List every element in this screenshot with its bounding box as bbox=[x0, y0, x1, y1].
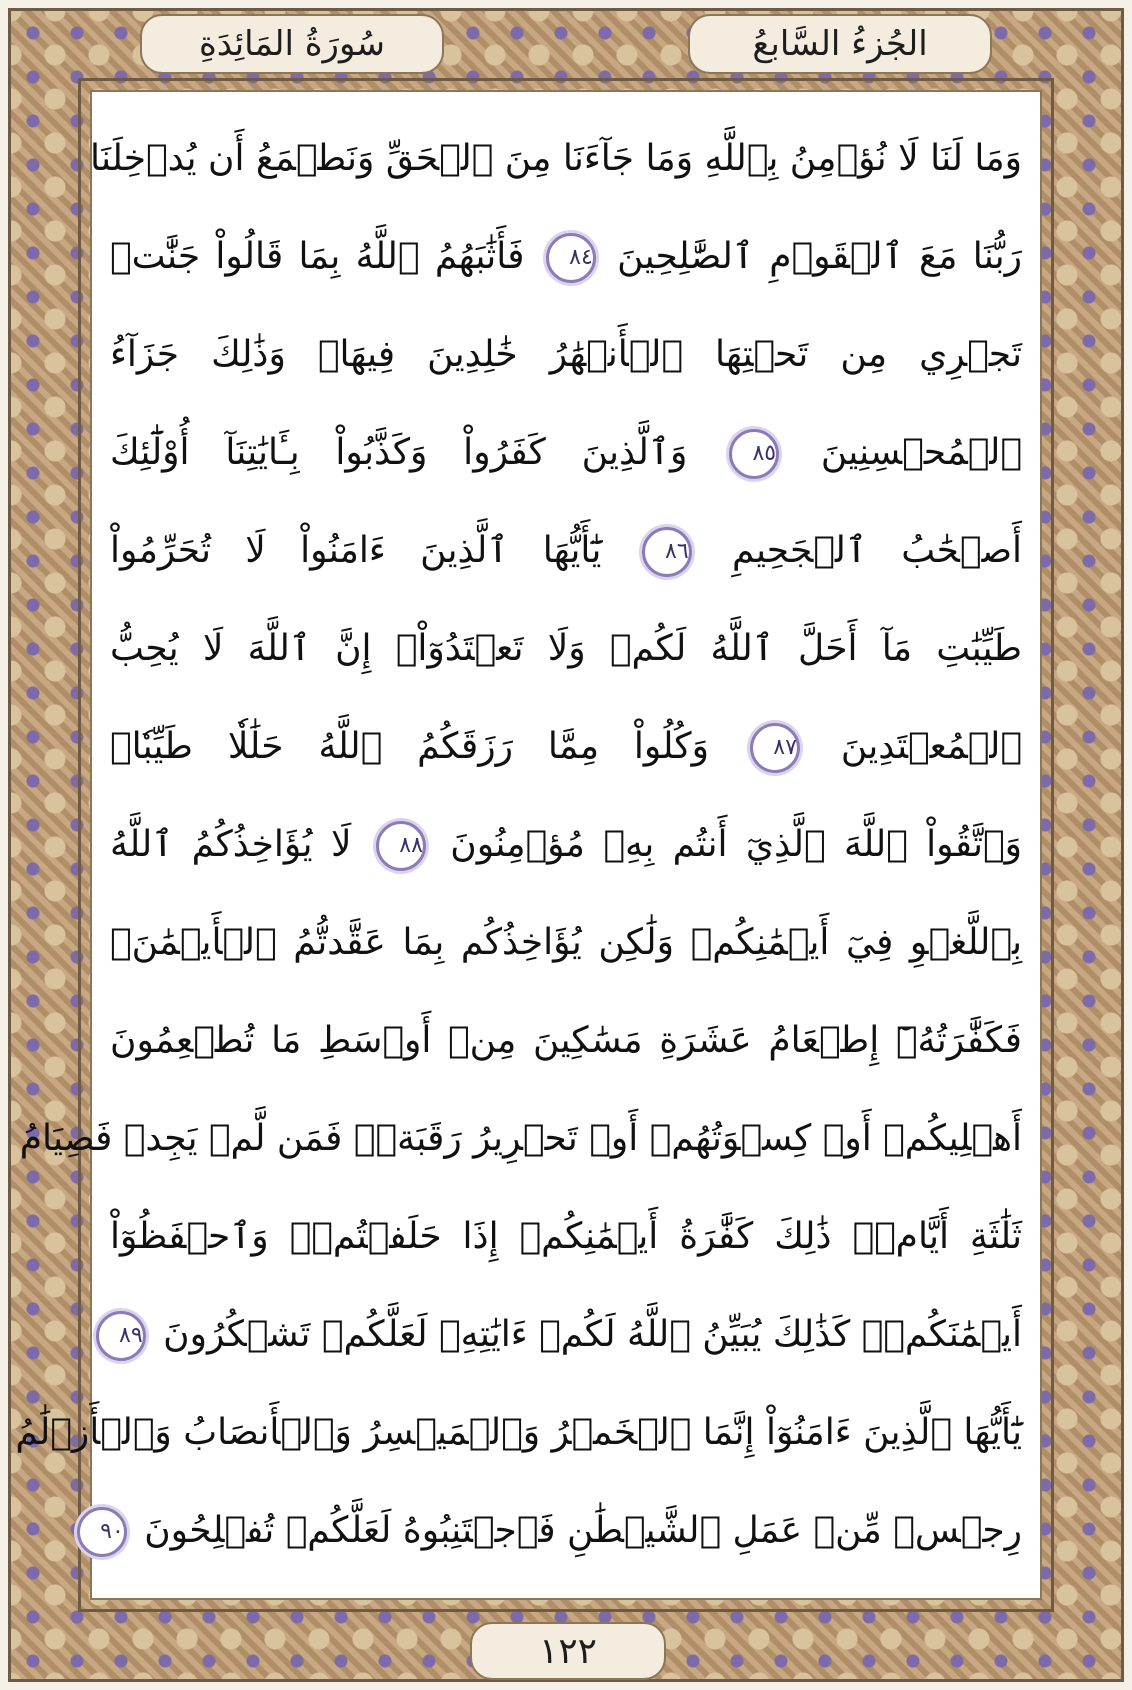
verse-line bbox=[110, 600, 1022, 698]
verse-line bbox=[110, 502, 1022, 600]
juz-header: الجُزءُ السَّابعُ bbox=[688, 14, 992, 74]
line-text: بِٱللَّغۡوِ فِيٓ أَيۡمَٰنِكُمۡ وَلَٰكِن يُؤَاخِذُكُم بِمَا عَقَّدتُّمُ ٱلۡأَيۡمَٰنَۖ bbox=[110, 922, 1022, 963]
verse-line bbox=[110, 1286, 1022, 1384]
line-text-after: وَٱلَّذِينَ كَفَرُواْ وَكَذَّبُواْ بِـَٔايَٰتِنَآ أُوْلَٰٓئِكَ bbox=[110, 432, 688, 473]
ayah-number-marker: ٨٧ bbox=[750, 723, 800, 773]
page-number: ١٢٢ bbox=[470, 1622, 666, 1680]
verse-line bbox=[110, 698, 1022, 796]
line-text-after: يَٰٓأَيُّهَا ٱلَّذِينَ ءَامَنُواْ لَا تُحَرِّمُواْ bbox=[110, 530, 602, 571]
line-text: فَكَفَّٰرَتُهُۥٓ إِطۡعَامُ عَشَرَةِ مَسَٰكِينَ مِنۡ أَوۡسَطِ مَا تُطۡعِمُونَ bbox=[110, 1020, 1022, 1061]
line-text: أَصۡحَٰبُ ٱلۡجَحِيمِ bbox=[731, 530, 1023, 571]
line-text: ٱلۡمُحۡسِنِينَ bbox=[820, 432, 1022, 473]
surah-header: سُورَةُ المَائِدَةِ bbox=[140, 14, 444, 74]
line-text: وَمَا لَنَا لَا نُؤۡمِنُ بِٱللَّهِ وَمَا جَآءَنَا مِنَ ٱلۡحَقِّ وَنَطۡمَعُ أَن يُدۡخِلَنَا bbox=[90, 138, 1022, 179]
verse-line bbox=[100, 1482, 1022, 1580]
line-text: أَهۡلِيكُمۡ أَوۡ كِسۡوَتُهُمۡ أَوۡ تَحۡرِيرُ رَقَبَةٖۖ فَمَن لَّمۡ يَجِدۡ فَصِيَامُ bbox=[19, 1118, 1022, 1159]
ayah-number-marker: ٨٩ bbox=[96, 1311, 146, 1361]
verse-line bbox=[19, 1090, 1022, 1188]
ayah-number-marker: ٨٤ bbox=[546, 233, 596, 283]
verse-line bbox=[90, 110, 1022, 208]
line-text: رَبُّنَا مَعَ ٱلۡقَوۡمِ ٱلصَّٰلِحِينَ bbox=[617, 236, 1022, 277]
line-text: يَٰٓأَيُّهَا ٱلَّذِينَ ءَامَنُوٓاْ إِنَّمَا ٱلۡخَمۡرُ وَٱلۡمَيۡسِرُ وَٱلۡأَنصَابُ وَٱلۡأَزۡلَٰمُ bbox=[15, 1412, 1022, 1453]
verse-lines bbox=[15, 110, 1023, 1580]
verse-line bbox=[110, 208, 1022, 306]
ayah-number-marker: ٨٥ bbox=[729, 429, 779, 479]
verse-line bbox=[110, 1188, 1022, 1286]
line-text: وَٱتَّقُواْ ٱللَّهَ ٱلَّذِيٓ أَنتُم بِهِۦ مُؤۡمِنُونَ bbox=[450, 824, 1022, 865]
line-text-after: فَأَثَٰبَهُمُ ٱللَّهُ بِمَا قَالُواْ جَنَّٰتٖ bbox=[110, 236, 525, 277]
line-text: رِجۡسٞ مِّنۡ عَمَلِ ٱلشَّيۡطَٰنِ فَٱجۡتَنِبُوهُ لَعَلَّكُمۡ تُفۡلِحُونَ bbox=[144, 1510, 1022, 1551]
verse-line bbox=[15, 1384, 1022, 1482]
line-text: ٱلۡمُعۡتَدِينَ bbox=[840, 726, 1022, 767]
verse-line bbox=[110, 992, 1022, 1090]
line-text: أَيۡمَٰنَكُمۡۚ كَذَٰلِكَ يُبَيِّنُ ٱللَّهُ لَكُمۡ ءَايَٰتِهِۦ لَعَلَّكُمۡ تَشۡكُرُونَ bbox=[163, 1314, 1022, 1355]
line-text-after: لَا يُؤَاخِذُكُمُ ٱللَّهُ bbox=[110, 824, 352, 865]
line-text: تَجۡرِي مِن تَحۡتِهَا ٱلۡأَنۡهَٰرُ خَٰلِدِينَ فِيهَاۚ وَذَٰلِكَ جَزَآءُ bbox=[110, 334, 1022, 375]
line-text: طَيِّبَٰتِ مَآ أَحَلَّ ٱللَّهُ لَكُمۡ وَلَا تَعۡتَدُوٓاْۚ إِنَّ ٱللَّهَ لَا يُحِبُّ bbox=[110, 628, 1022, 669]
ayah-number-marker: ٨٨ bbox=[376, 821, 426, 871]
ayah-number-marker: ٨٦ bbox=[642, 527, 692, 577]
verse-line bbox=[110, 796, 1022, 894]
ayah-number-marker: ٩٠ bbox=[77, 1507, 127, 1557]
line-text-after: وَكُلُواْ مِمَّا رَزَقَكُمُ ٱللَّهُ حَلَٰلٗا طَيِّبٗاۚ bbox=[110, 726, 709, 767]
verse-line bbox=[110, 306, 1022, 404]
line-text: ثَلَٰثَةِ أَيَّامٖۚ ذَٰلِكَ كَفَّٰرَةُ أَيۡمَٰنِكُمۡ إِذَا حَلَفۡتُمۡۚ وَٱحۡفَظُوٓاْ bbox=[110, 1216, 1022, 1257]
verse-line bbox=[110, 404, 1022, 502]
verse-line bbox=[110, 894, 1022, 992]
